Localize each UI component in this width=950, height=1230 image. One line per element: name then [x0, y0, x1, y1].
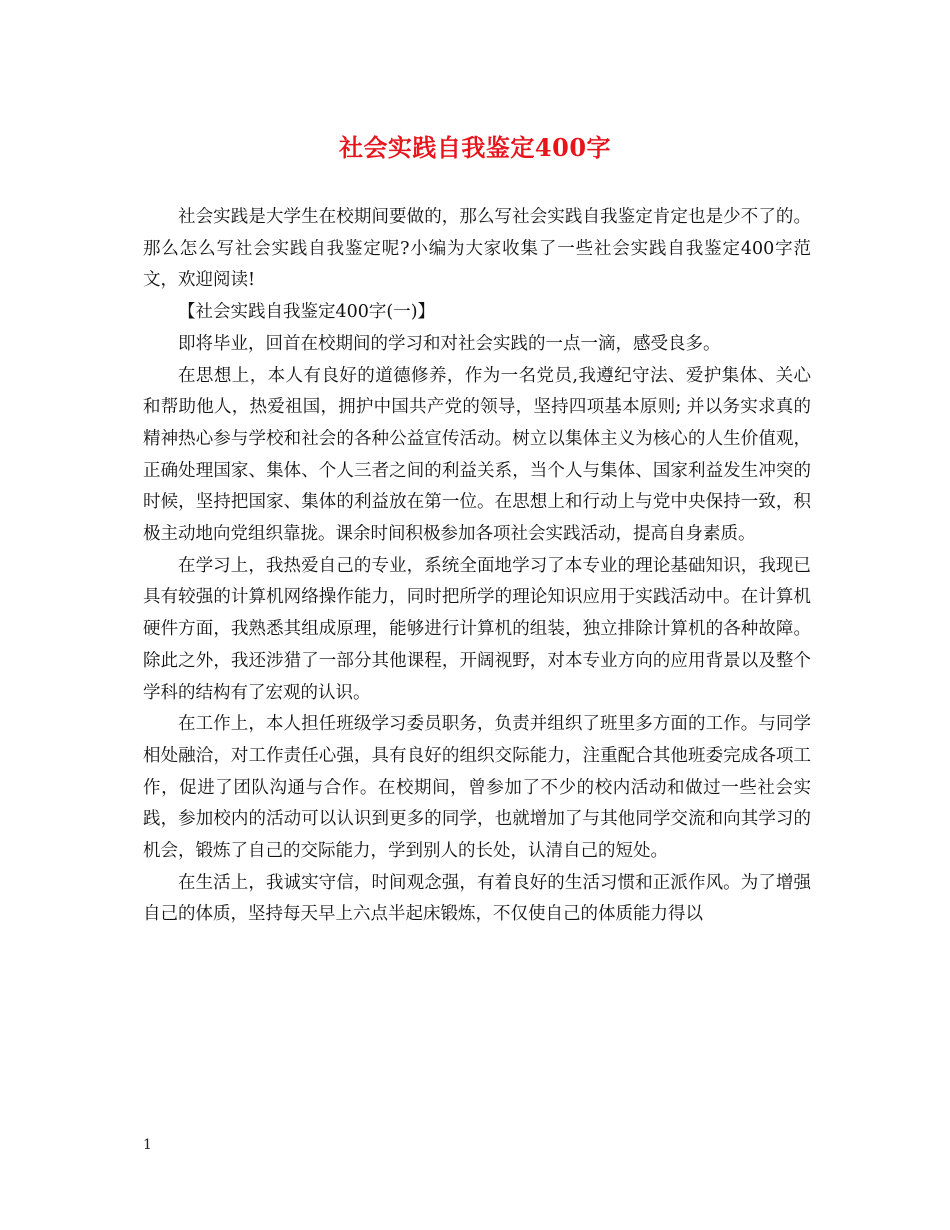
- work-paragraph: 在工作上，本人担任班级学习委员职务，负责并组织了班里多方面的工作。与同学相处融洽，对工作责任心强，具有良好的组织交际能力，注重配合其他班委完成各项工作，促进了团队沟通与合作。在校期间，曾参加了不少的校内活动和做过一些社会实践，参加校内的活动可以认识到更多的同学，也就增加了与其他同学交流和向其学习的机会，锻炼了自己的交际能力，学到别人的长处，认清自己的短处。: [143, 714, 811, 862]
- intro-paragraph: 社会实践是大学生在校期间要做的，那么写社会实践自我鉴定肯定也是少不了的。那么怎么写社会实践自我鉴定呢?小编为大家收集了一些社会实践自我鉴定400字范文，欢迎阅读!: [143, 207, 811, 291]
- page-number: 1: [143, 1137, 152, 1153]
- opening-paragraph: 即将毕业，回首在校期间的学习和对社会实践的一点一滴，感受良多。: [178, 333, 721, 354]
- study-paragraph: 在学习上，我热爱自己的专业，系统全面地学习了本专业的理论基础知识，我现已具有较强的计算机网络操作能力，同时把所学的理论知识应用于实践活动中。在计算机硬件方面，我熟悉其组成原理，能够进行计算机的组装，独立排除计算机的各种故障。除此之外，我还涉猎了一部分其他课程，开阔视野，对本专业方向的应用背景以及整个学科的结构有了宏观的认识。: [143, 555, 811, 703]
- thought-paragraph: 在思想上，本人有良好的道德修养，作为一名党员,我遵纪守法、爱护集体、关心和帮助他人，热爱祖国，拥护中国共产党的领导，坚持四项基本原则; 并以务实求真的精神热心参与学校和社会的各种公益宣传活动。树立以集体主义为核心的人生价值观，正确处理国家、集体、个人三者之间的利益关系，当个人与集体、国家利益发生冲突的时候，坚持把国家、集体的利益放在第一位。在思想上和行动上与党中央保持一致，积极主动地向党组织靠拢。课余时间积极参加各项社会实践活动，提高自身素质。: [143, 365, 811, 545]
- section-heading: 【社会实践自我鉴定400字(一)】: [178, 302, 436, 323]
- life-paragraph: 在生活上，我诚实守信，时间观念强，有着良好的生活习惯和正派作风。为了增强自己的体质，坚持每天早上六点半起床锻炼，不仅使自己的体质能力得以: [143, 872, 811, 925]
- document-title: 社会实践自我鉴定400字: [338, 133, 612, 162]
- document-body: [143, 202, 811, 931]
